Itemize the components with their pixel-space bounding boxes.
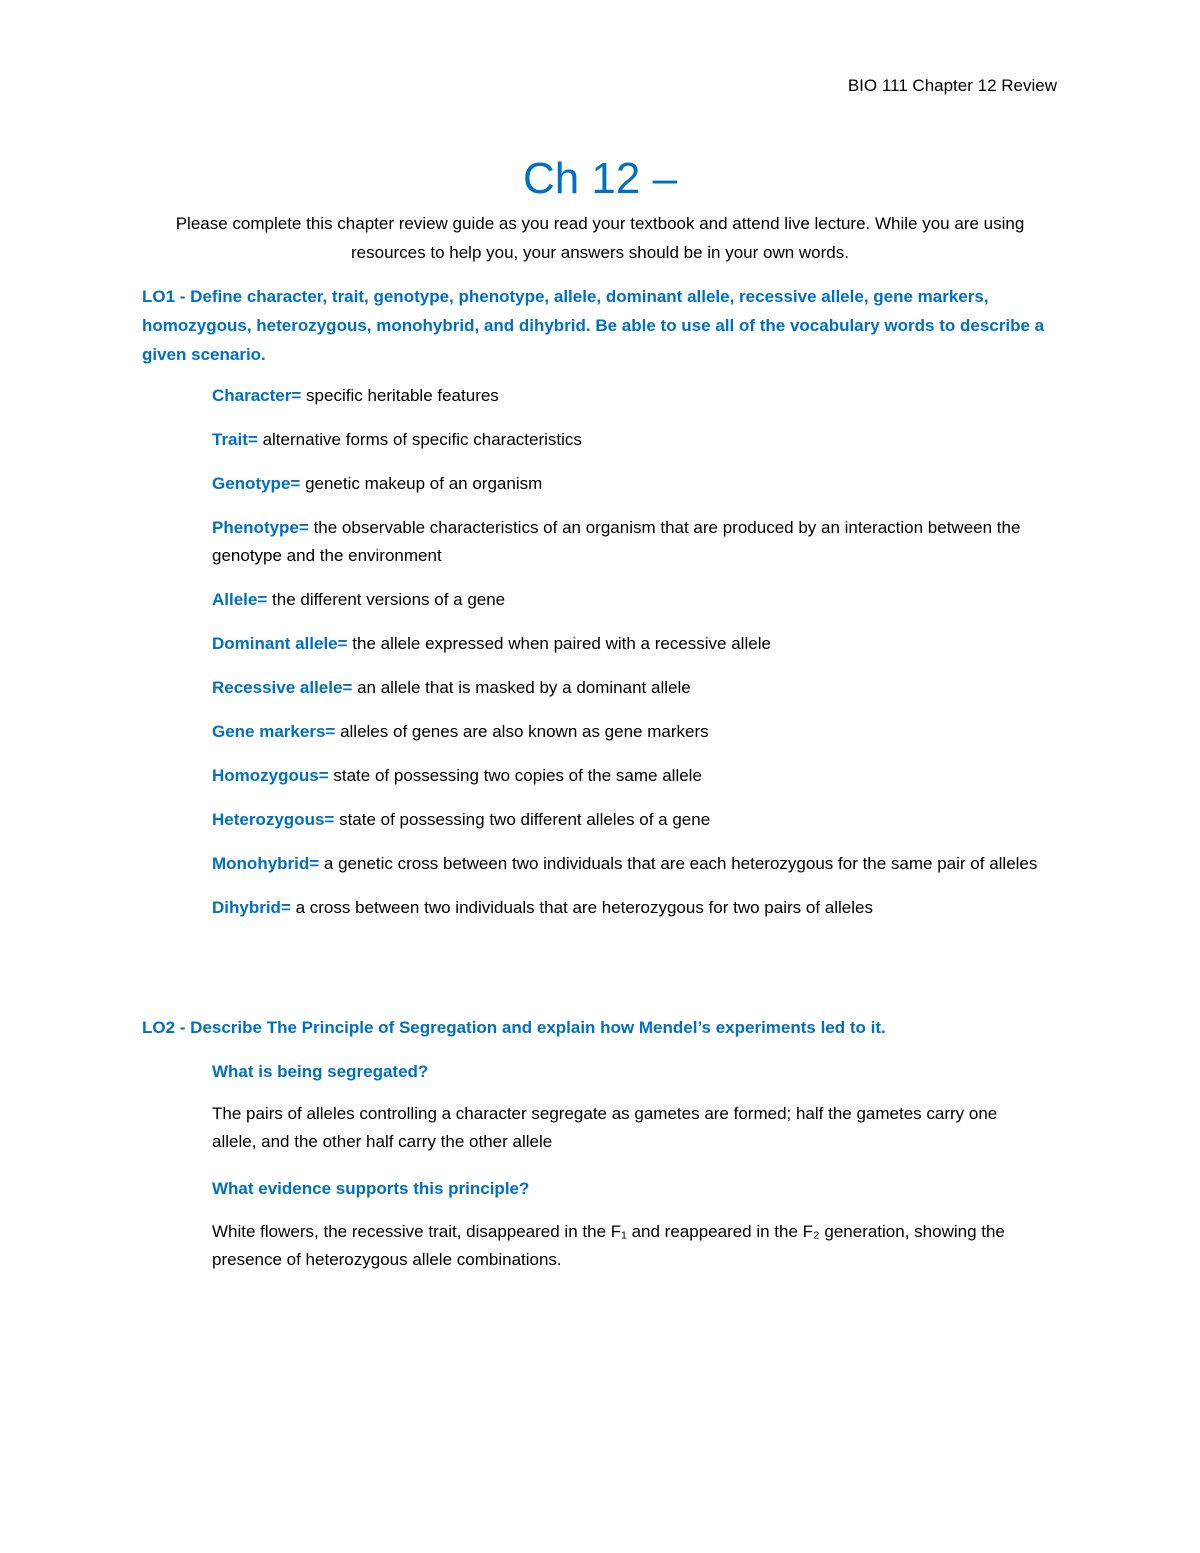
definition-text: an allele that is masked by a dominant allele: [352, 678, 691, 697]
definition-term: Heterozygous=: [212, 810, 335, 829]
definition-genotype: [212, 470, 1062, 498]
definition-text: state of possessing two different alleles of a gene: [334, 810, 711, 829]
definition-term: Gene markers=: [212, 722, 336, 741]
definition-phenotype: [212, 514, 1062, 570]
definition-term: Allele=: [212, 590, 268, 609]
definition-text: state of possessing two copies of the same allele: [328, 766, 702, 785]
definition-heterozygous: [212, 806, 1062, 834]
definition-text: the different versions of a gene: [267, 590, 506, 609]
definition-text: the observable characteristics of an organism that are produced by an interaction between the genotype and the environment: [212, 518, 1021, 565]
definition-term: Trait=: [212, 430, 258, 449]
lo1-heading: LO1 - Define character, trait, genotype, phenotype, allele, dominant allele, recessive allele, gene markers, homozygous, heterozygous, monohybrid, and dihybrid. Be able to use all of the vocabulary words to describe a given scenario.: [142, 287, 1045, 364]
definition-term: Dominant allele=: [212, 634, 348, 653]
question-evidence: What evidence supports this principle?: [212, 1179, 530, 1198]
definition-term: Dihybrid=: [212, 898, 291, 917]
definition-text: a cross between two individuals that are heterozygous for two pairs of alleles: [290, 898, 873, 917]
answer-evidence: White flowers, the recessive trait, disappeared in the F₁ and reappeared in the F₂ generation, showing the presence of heterozygous allele combinations.: [212, 1222, 1005, 1269]
definition-text: alleles of genes are also known as gene markers: [335, 722, 709, 741]
definition-text: alternative forms of specific characteristics: [257, 430, 582, 449]
definition-character: [212, 382, 1062, 410]
definition-list: [212, 382, 1062, 938]
definition-allele: [212, 586, 1062, 614]
definition-trait: [212, 426, 1062, 454]
definition-text: the allele expressed when paired with a recessive allele: [347, 634, 771, 653]
question-segregated: What is being segregated?: [212, 1062, 429, 1081]
definition-text: specific heritable features: [301, 386, 499, 405]
lo2-heading: LO2 - Describe The Principle of Segregation and explain how Mendel’s experiments led to it.: [142, 1018, 886, 1037]
definition-term: Phenotype=: [212, 518, 309, 537]
definition-recessive-allele: [212, 674, 1062, 702]
definition-term: Recessive allele=: [212, 678, 353, 697]
definition-term: Genotype=: [212, 474, 301, 493]
answer-segregated: The pairs of alleles controlling a character segregate as gametes are formed; half the gametes carry one allele, and the other half carry the other allele: [212, 1104, 998, 1151]
running-header: BIO 111 Chapter 12 Review: [847, 76, 1057, 95]
page-title: Ch 12 –: [522, 154, 678, 203]
definition-term: Homozygous=: [212, 766, 329, 785]
definition-term: Monohybrid=: [212, 854, 320, 873]
definition-text: a genetic cross between two individuals that are each heterozygous for the same pair of alleles: [319, 854, 1038, 873]
definition-gene-markers: [212, 718, 1062, 746]
definition-monohybrid: [212, 850, 1062, 878]
definition-homozygous: [212, 762, 1062, 790]
intro-paragraph: Please complete this chapter review guide as you read your textbook and attend live lecture. While you are using resources to help you, your answers should be in your own words.: [175, 214, 1025, 262]
definition-text: genetic makeup of an organism: [300, 474, 543, 493]
definition-dihybrid: [212, 894, 1062, 922]
definition-term: Character=: [212, 386, 302, 405]
definition-dominant-allele: [212, 630, 1062, 658]
